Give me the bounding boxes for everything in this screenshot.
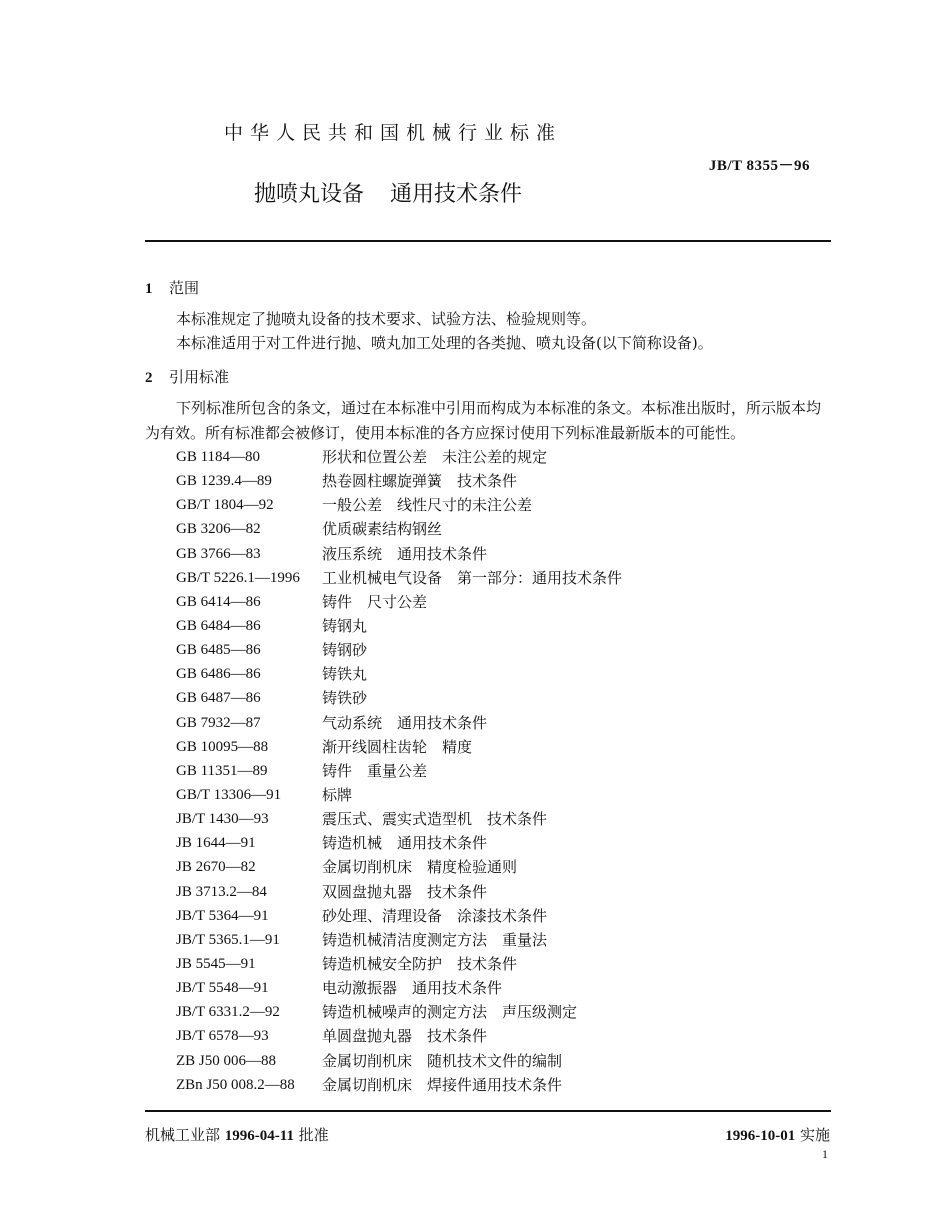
effective-word: 实施 [799, 1126, 830, 1144]
section-1-paragraph: 本标准规定了抛喷丸设备的技术要求、试验方法、检验规则等。 [176, 310, 597, 328]
reference-code: GB 10095—88 [176, 738, 269, 755]
reference-name: 铸造机械噪声的测定方法 声压级测定 [322, 1003, 578, 1022]
reference-name: 气动系统 通用技术条件 [322, 713, 488, 732]
reference-code: ZB J50 006—88 [176, 1052, 277, 1069]
reference-row [176, 735, 622, 759]
reference-name: 工业机械电气设备 第一部分：通用技术条件 [322, 568, 623, 587]
reference-code: GB 6414—86 [176, 593, 261, 610]
reference-row [176, 855, 622, 879]
section-2-title: 引用标准 [169, 368, 230, 386]
reference-code: GB 3206—82 [176, 521, 261, 538]
page-number: 1 [822, 1147, 828, 1161]
reference-row [176, 590, 622, 614]
reference-row [176, 831, 622, 855]
section-1-title: 范围 [169, 279, 200, 297]
reference-row [176, 445, 622, 469]
reference-code: GB 6485—86 [176, 642, 261, 659]
reference-row [176, 807, 622, 831]
footer-divider [145, 1110, 831, 1112]
header-divider [145, 240, 831, 242]
reference-name: 铸造机械 通用技术条件 [322, 834, 488, 853]
reference-name: 优质碳素结构钢丝 [322, 520, 443, 539]
reference-row [176, 517, 622, 541]
reference-code: JB 5545—91 [176, 955, 256, 972]
reference-row [176, 1073, 622, 1097]
reference-row [176, 976, 622, 1000]
reference-row [176, 1024, 622, 1048]
reference-standards-list [176, 445, 622, 1097]
reference-row [176, 759, 622, 783]
section-2-intro: 下列标准所包含的条文，通过在本标准中引用而构成为本标准的条文。本标准出版时，所示版本均为有效。所有标准都会被修订，使用本标准的各方应探讨使用下列标准最新版本的可能性。 [145, 399, 822, 442]
reference-code: JB/T 1430—93 [176, 811, 269, 828]
issue-date: 1996-04-11 [224, 1128, 294, 1144]
section-1-number: 1 [145, 281, 153, 297]
reference-name: 热卷圆柱螺旋弹簧 技术条件 [322, 472, 518, 491]
reference-row [176, 566, 622, 590]
reference-name: 铸造机械清洁度测定方法 重量法 [322, 930, 548, 949]
reference-code: JB 1644—91 [176, 835, 256, 852]
reference-row [176, 493, 622, 517]
reference-code: GB/T 13306—91 [176, 786, 282, 803]
reference-name: 双圆盘抛丸器 技术条件 [322, 882, 488, 901]
reference-name: 铸铁丸 [322, 665, 368, 684]
reference-code: JB/T 5364—91 [176, 907, 269, 924]
reference-row [176, 614, 622, 638]
reference-name: 铸造机械安全防护 技术条件 [322, 954, 518, 973]
document-title-part1: 抛喷丸设备 [254, 182, 365, 207]
reference-name: 铸铁砂 [322, 689, 368, 708]
reference-code: GB 1184—80 [176, 449, 261, 465]
reference-code: JB/T 5548—91 [176, 980, 269, 997]
reference-code: GB/T 5226.1—1996 [176, 569, 300, 586]
reference-code: GB 7932—87 [176, 714, 261, 731]
reference-row [176, 1049, 622, 1073]
reference-name: 形状和位置公差 未注公差的规定 [322, 448, 548, 466]
issue-word: 批准 [298, 1126, 329, 1144]
section-1-heading [145, 277, 199, 298]
reference-code: GB 3766—83 [176, 545, 261, 562]
reference-name: 金属切削机床 焊接件通用技术条件 [322, 1075, 563, 1094]
reference-row [176, 711, 622, 735]
reference-name: 电动激振器 通用技术条件 [322, 979, 503, 998]
reference-code: GB 1239.4—89 [176, 473, 272, 490]
reference-name: 金属切削机床 随机技术文件的编制 [322, 1051, 563, 1070]
reference-code: GB 6487—86 [176, 690, 261, 707]
reference-name: 标牌 [322, 785, 353, 804]
reference-name: 液压系统 通用技术条件 [322, 544, 488, 563]
reference-code: ZBn J50 008.2—88 [176, 1076, 295, 1093]
reference-name: 铸钢丸 [322, 616, 368, 635]
document-title-part2: 通用技术条件 [390, 182, 523, 207]
standard-code: JB/T 8355－96 [708, 158, 810, 174]
section-2-number: 2 [145, 370, 153, 386]
approval-line [145, 1124, 329, 1145]
reference-name: 震压式、震实式造型机 技术条件 [322, 810, 548, 829]
reference-row [176, 904, 622, 928]
reference-code: JB/T 6331.2—92 [176, 1004, 280, 1021]
reference-row [176, 469, 622, 493]
reference-code: JB/T 5365.1—91 [176, 931, 280, 948]
reference-name: 砂处理、清理设备 涂漆技术条件 [322, 906, 548, 925]
reference-row [176, 1000, 622, 1024]
reference-name: 单圆盘抛丸器 技术条件 [322, 1027, 488, 1046]
reference-row [176, 638, 622, 662]
reference-name: 铸件 重量公差 [322, 761, 428, 780]
reference-code: GB 6486—86 [176, 666, 261, 683]
reference-row [176, 928, 622, 952]
issuer: 机械工业部 [145, 1126, 221, 1144]
reference-code: GB 11351—89 [176, 762, 268, 779]
reference-code: JB 2670—82 [176, 859, 256, 876]
reference-code: JB/T 6578—93 [176, 1028, 269, 1045]
reference-row [176, 542, 622, 566]
reference-name: 一般公差 线性尺寸的未注公差 [322, 496, 533, 515]
reference-row [176, 880, 622, 904]
reference-row [176, 686, 622, 710]
document-title [254, 177, 522, 208]
reference-code: GB 6484—86 [176, 617, 261, 634]
reference-name: 金属切削机床 精度检验通则 [322, 858, 518, 877]
section-2-heading [145, 366, 229, 387]
reference-row [176, 952, 622, 976]
standard-category-title: 中华人民共和国机械行业标准 [224, 122, 563, 144]
implementation-line [725, 1124, 830, 1145]
reference-row [176, 783, 622, 807]
section-1-paragraph: 本标准适用于对工件进行抛、喷丸加工处理的各类抛、喷丸设备(以下简称设备)。 [176, 334, 713, 352]
effective-date: 1996-10-01 [725, 1128, 796, 1144]
reference-name: 铸钢砂 [322, 641, 368, 660]
reference-row [176, 662, 622, 686]
reference-name: 铸件 尺寸公差 [322, 592, 428, 611]
reference-code: GB/T 1804—92 [176, 497, 274, 514]
reference-name: 渐开线圆柱齿轮 精度 [322, 737, 473, 756]
reference-code: JB 3713.2—84 [176, 883, 267, 900]
